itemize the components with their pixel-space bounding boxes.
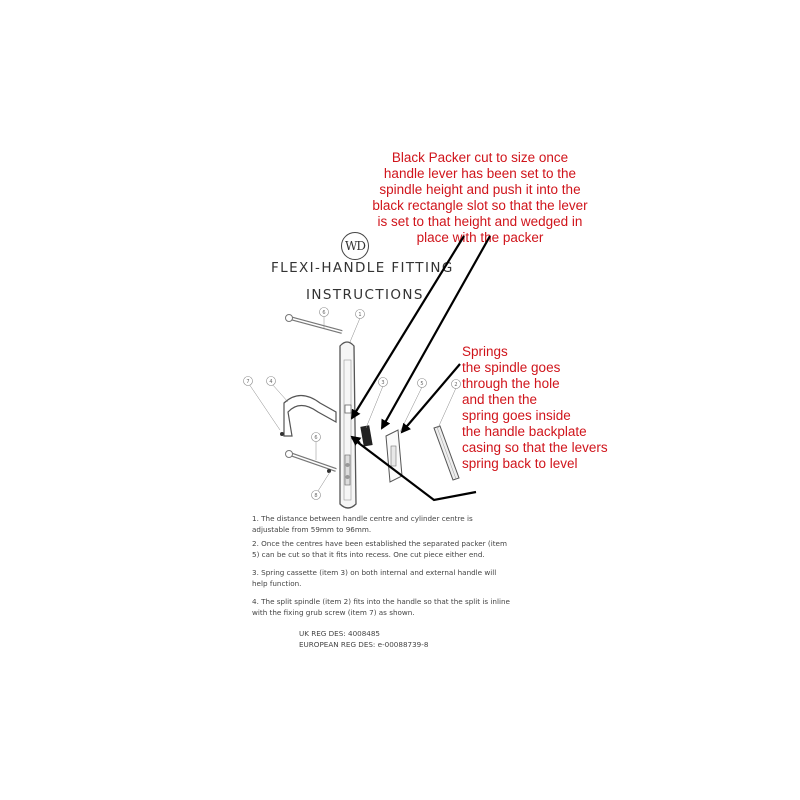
packer-annotation-line: black rectangle slot so that the lever	[372, 198, 588, 213]
handle-backplate	[340, 342, 356, 508]
packer-annotation-line: is set to that height and wedged in	[377, 214, 583, 229]
packer-annotation-line: Black Packer cut to size once	[391, 150, 569, 165]
springs-annotation-line: through the hole	[462, 376, 560, 391]
lever-handle	[284, 396, 336, 437]
springs-annotation-line: the handle backplate	[462, 424, 587, 439]
eu-registration: EUROPEAN REG DES: e-00088739-8	[299, 640, 429, 649]
item-badge-label: 2	[454, 382, 458, 388]
item-badge-label: 7	[246, 379, 250, 385]
instruction-step: 4. The split spindle (item 2) fits into the handle so that the split is inline with the fixing grub screw (item 7) as shown.	[252, 597, 510, 617]
packer-annotation-line: place with the packer	[416, 230, 544, 245]
small-screw	[327, 469, 331, 473]
springs-annotation-line: and then the	[462, 392, 538, 407]
arrow-to-spindle-hole	[352, 438, 476, 500]
item-badge-label: 3	[381, 380, 385, 386]
item-badge-label: 6	[314, 435, 318, 441]
brand-logo: WD	[341, 232, 369, 260]
grub-screw	[280, 432, 284, 436]
packer-annotation-line: handle lever has been set to the	[383, 166, 577, 181]
item-badge-label: 4	[269, 379, 273, 385]
springs-annotation-line: spring back to level	[462, 456, 578, 471]
uk-registration: UK REG DES: 4008485	[299, 629, 381, 638]
document-subtitle: INSTRUCTIONS	[306, 287, 424, 303]
annotation-arrows	[352, 236, 490, 500]
item-badge-label: 5	[420, 381, 424, 387]
packer-annotation-line: spindle height and push it into the	[379, 182, 581, 197]
springs-annotation-line: spring goes inside	[462, 408, 571, 423]
item-badge-label: 6	[322, 310, 326, 316]
screw-bottom	[286, 451, 337, 471]
springs-annotation-line: Springs	[462, 344, 508, 359]
instruction-step: 1. The distance between handle centre and cylinder centre is adjustable from 59mm to 96mm.	[252, 514, 473, 534]
screw-top	[286, 315, 343, 333]
split-spindle	[434, 426, 459, 480]
instruction-step: 2. Once the centres have been established the separated packer (item 5) can be cut so that it fits into recess. One cut piece either end.	[252, 539, 507, 559]
document-title: FLEXI-HANDLE FITTING	[271, 260, 454, 276]
instruction-step: 3. Spring cassette (item 3) on both internal and external handle will help function.	[252, 568, 497, 588]
item-badge-label: 8	[314, 493, 318, 499]
arrow-to-packer-slot	[352, 236, 464, 418]
black-packer	[360, 425, 372, 446]
springs-annotation-line: the spindle goes	[462, 360, 561, 375]
arrow-to-black-packer	[382, 236, 490, 428]
item-badge-label: 1	[358, 312, 362, 318]
springs-annotation-line: casing so that the levers	[462, 440, 608, 455]
